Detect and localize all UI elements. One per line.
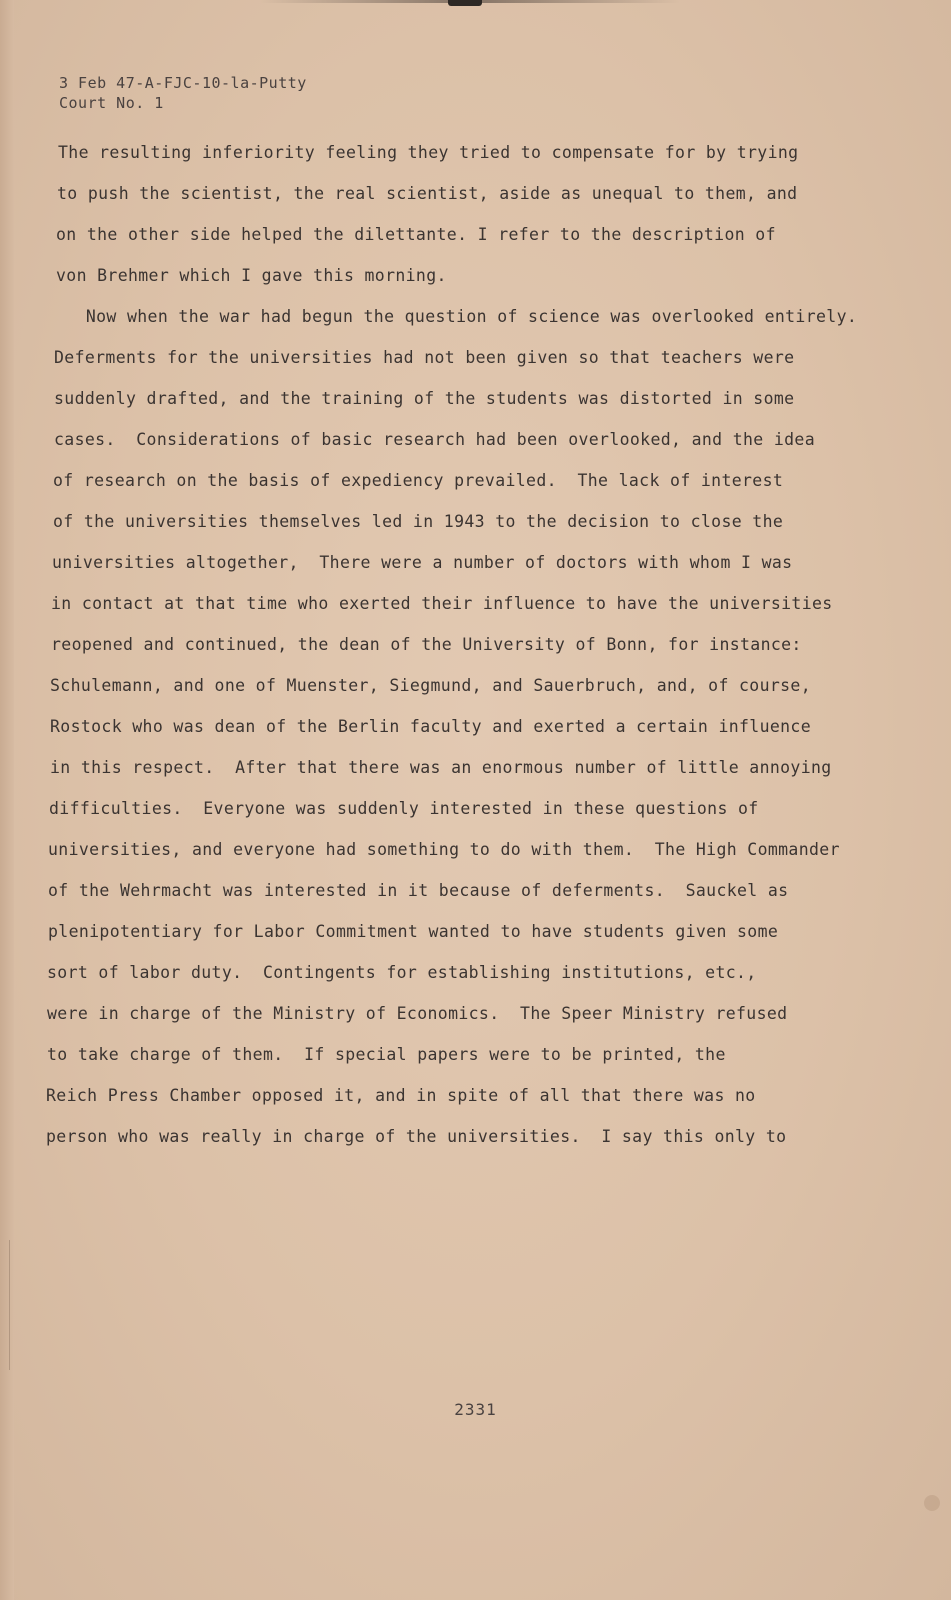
text-line: von Brehmer which I gave this morning. bbox=[56, 266, 447, 285]
text-line: Schulemann, and one of Muenster, Siegmund, and Sauerbruch, and, of course, bbox=[50, 676, 812, 695]
text-line: Rostock who was dean of the Berlin faculty and exerted a certain influence bbox=[50, 717, 812, 736]
text-line: Reich Press Chamber opposed it, and in spite of all that there was no bbox=[46, 1086, 756, 1105]
text-line: Now when the war had begun the question of science was overlooked entirely. bbox=[55, 307, 858, 326]
text-line: difficulties. Everyone was suddenly interested in these questions of bbox=[49, 799, 759, 818]
header-court: Court No. 1 bbox=[59, 94, 164, 112]
page-number: 2331 bbox=[454, 1400, 497, 1419]
page-edge-mark bbox=[9, 1240, 10, 1370]
text-line: reopened and continued, the dean of the University of Bonn, for instance: bbox=[51, 635, 802, 654]
header-reference: 3 Feb 47-A-FJC-10-la-Putty bbox=[59, 74, 307, 92]
text-line: cases. Considerations of basic research had been overlooked, and the idea bbox=[54, 430, 816, 449]
text-line: Deferments for the universities had not been given so that teachers were bbox=[54, 348, 795, 367]
paper-stain bbox=[924, 1495, 940, 1511]
text-line: plenipotentiary for Labor Commitment wanted to have students given some bbox=[48, 922, 779, 941]
text-line: were in charge of the Ministry of Economics. The Speer Ministry refused bbox=[47, 1004, 788, 1023]
page-left-edge bbox=[0, 0, 14, 1600]
text-line: of the universities themselves led in 1943 to the decision to close the bbox=[53, 512, 784, 531]
text-line: person who was really in charge of the universities. I say this only to bbox=[46, 1127, 787, 1146]
transcript-body bbox=[46, 132, 866, 1157]
document-header bbox=[59, 73, 307, 113]
text-line: of the Wehrmacht was interested in it because of deferments. Sauckel as bbox=[48, 881, 789, 900]
text-line: suddenly drafted, and the training of the students was distorted in some bbox=[54, 389, 795, 408]
text-line: universities, and everyone had something to do with them. The High Commander bbox=[48, 840, 840, 859]
text-line: in this respect. After that there was an enormous number of little annoying bbox=[50, 758, 832, 777]
text-line: universities altogether, There were a number of doctors with whom I was bbox=[52, 553, 793, 572]
top-binding-notch bbox=[448, 0, 482, 6]
text-line: to take charge of them. If special papers were to be printed, the bbox=[47, 1045, 726, 1064]
text-line: in contact at that time who exerted their influence to have the universities bbox=[51, 594, 833, 613]
text-line: on the other side helped the dilettante. I refer to the description of bbox=[56, 225, 776, 244]
text-line: to push the scientist, the real scientist, aside as unequal to them, and bbox=[57, 184, 798, 203]
text-line: The resulting inferiority feeling they tried to compensate for by trying bbox=[58, 143, 799, 162]
text-line: of research on the basis of expediency prevailed. The lack of interest bbox=[53, 471, 784, 490]
text-line: sort of labor duty. Contingents for establishing institutions, etc., bbox=[47, 963, 757, 982]
